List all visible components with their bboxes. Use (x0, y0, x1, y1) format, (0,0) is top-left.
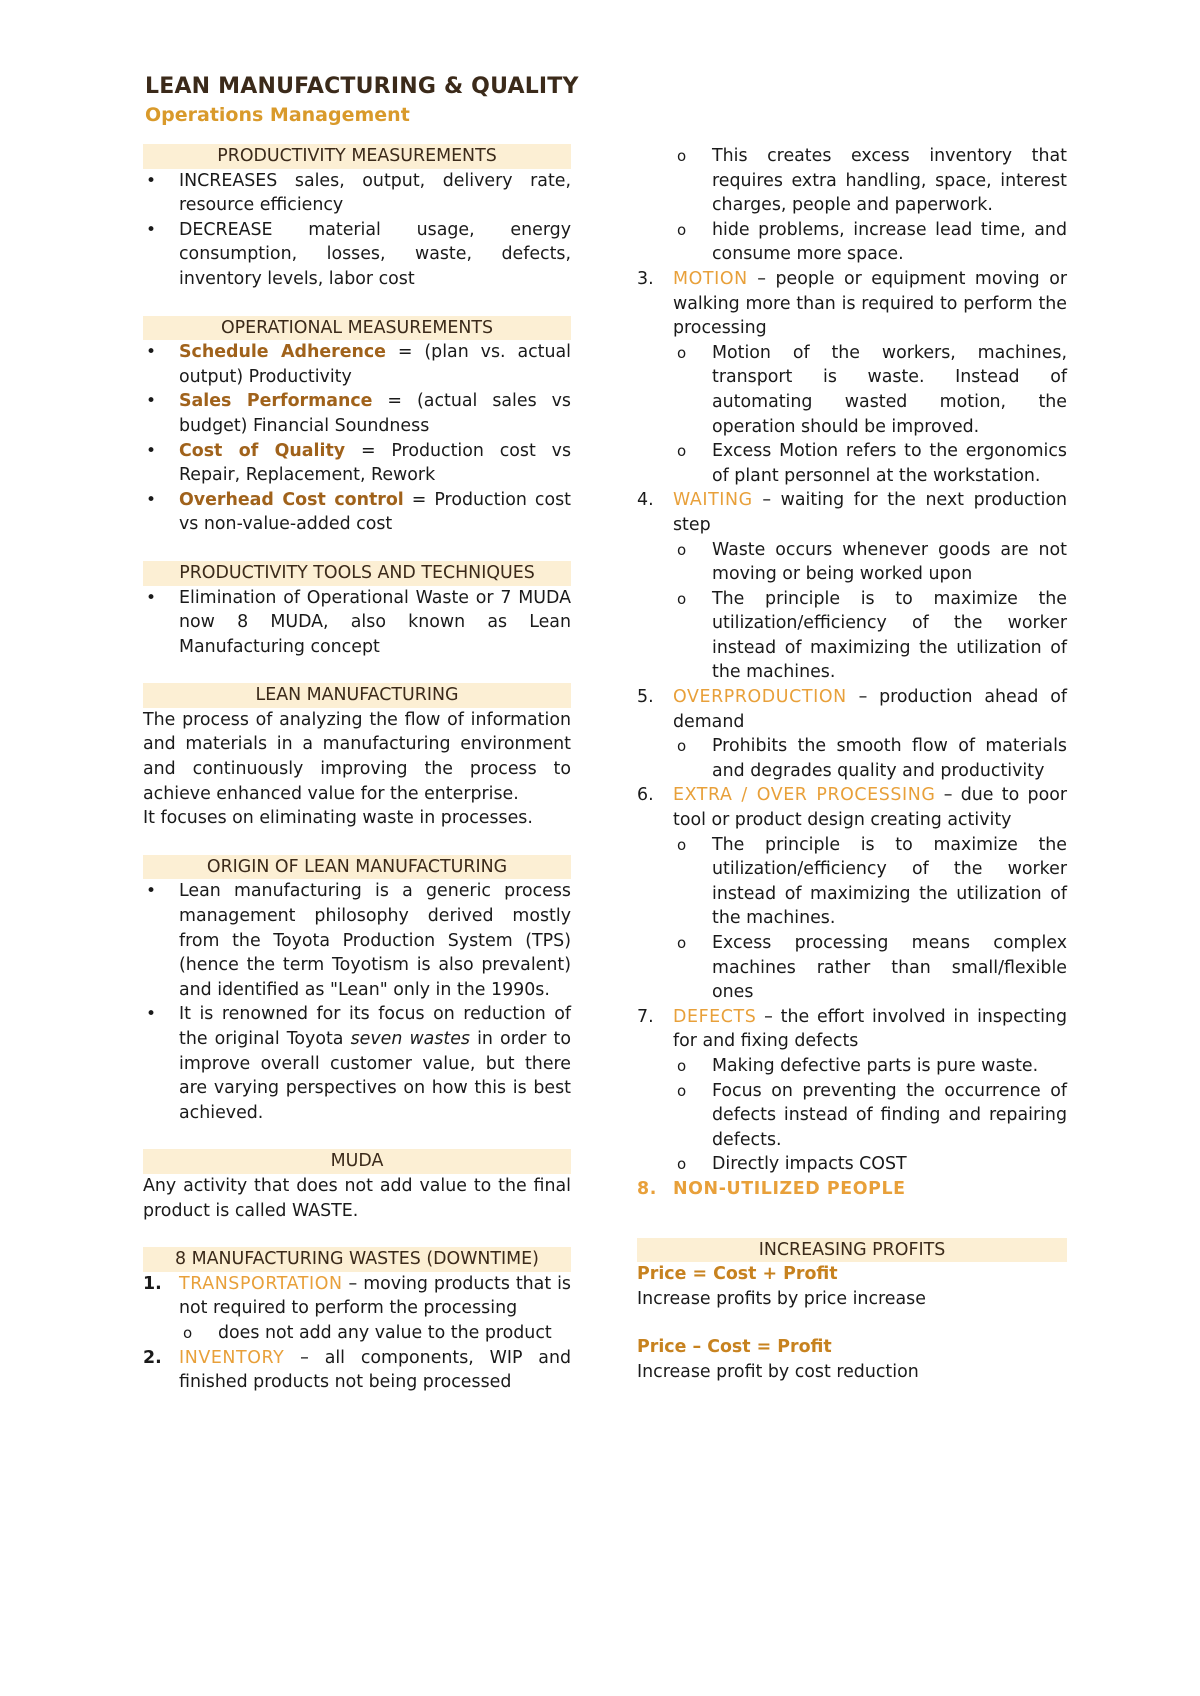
sub-item: o Focus on preventing the occurrence of defects instead of finding and repairing defects. (637, 1079, 1067, 1153)
sub-item: o hide problems, increase lead time, and consume more space. (637, 218, 1067, 267)
right-column (637, 144, 1067, 1385)
waste-term: DEFECTS (673, 1006, 757, 1027)
waste-item-non-utilized-people: 8. NON-UTILIZED PEOPLE (637, 1178, 906, 1199)
definition: = Production cost vs Repair, Replacement, Rework (179, 440, 572, 486)
waste-item-inventory: 2. INVENTORY – all components, WIP and finished products not being processed (143, 1347, 571, 1393)
sub-item: o The principle is to maximize the utilization/efficiency of the worker instead of maximizing the utilization of the machines. (637, 833, 1067, 931)
lean-focus: It focuses on eliminating waste in processes. (143, 808, 533, 829)
sub-item: o Waste occurs whenever goods are not moving or being worked upon (637, 538, 1067, 587)
sub-item: o Prohibits the smooth flow of materials and degrades quality and productivity (637, 734, 1067, 783)
document-subtitle: Operations Management (145, 104, 410, 126)
productivity-tools-list (143, 586, 571, 660)
waste-term: OVERPRODUCTION (673, 687, 847, 708)
sub-item: o Excess Motion refers to the ergonomics of plant personnel at the workstation. (637, 439, 1067, 488)
section-heading-origin: ORIGIN OF LEAN MANUFACTURING (143, 855, 571, 880)
formula-price-increase-note: Increase profits by price increase (637, 1288, 926, 1309)
emphasis: seven wastes (350, 1029, 470, 1049)
section-heading-muda: MUDA (143, 1149, 571, 1174)
list-item: • INCREASES sales, output, delivery rate, resource efficiency (143, 169, 571, 218)
sub-item: o The principle is to maximize the utilization/efficiency of the worker instead of maximizing the utilization of the machines. (637, 587, 1067, 685)
waste-term: TRANSPORTATION (179, 1273, 343, 1294)
waste-term: INVENTORY (179, 1347, 285, 1368)
term: Cost of Quality (179, 440, 346, 461)
operational-measurements-list (143, 340, 571, 537)
waste-term: WAITING (673, 490, 753, 511)
list-item (143, 340, 571, 389)
sub-item: o Excess processing means complex machines rather than small/flexible ones (637, 931, 1067, 1005)
sub-item: o does not add any value to the product (143, 1321, 571, 1346)
waste-item-motion: 3. MOTION – people or equipment moving or walking more than is required to perform the processing o Motion of the workers, machines, transport is waste. Instead of automating wasted motion, the operation should be improved. o Excess Motion refers to the ergonomics of plant personnel at the workstation. (637, 267, 1067, 488)
section-heading-productivity-measurements: PRODUCTIVITY MEASUREMENTS (143, 144, 571, 169)
section-heading-manufacturing-wastes: 8 MANUFACTURING WASTES (DOWNTIME) (143, 1247, 571, 1272)
section-heading-operational-measurements: OPERATIONAL MEASUREMENTS (143, 316, 571, 341)
term: Overhead Cost control (179, 489, 404, 510)
left-column (143, 144, 571, 1395)
formula-price-increase: Price = Cost + Profit (637, 1264, 838, 1285)
waste-term: EXTRA / OVER PROCESSING (673, 785, 936, 806)
sub-item: o This creates excess inventory that requires extra handling, space, interest charges, people and paperwork. (637, 144, 1067, 218)
section-heading-increasing-profits: INCREASING PROFITS (637, 1238, 1067, 1263)
waste-item-defects: 7. DEFECTS – the effort involved in inspecting for and fixing defects o Making defective parts is pure waste. o Focus on preventing the occurrence of defects instead of finding and repairing defects. o Directly impacts COST (637, 1005, 1067, 1177)
sub-item: o Motion of the workers, machines, transport is waste. Instead of automating wasted motion, the operation should be improved. (637, 341, 1067, 439)
waste-item-transportation: 1. TRANSPORTATION – moving products that is not required to perform the processing o does not add any value to the product (143, 1272, 571, 1346)
waste-item-overproduction: 5. OVERPRODUCTION – production ahead of demand o Prohibits the smooth flow of materials and degrades quality and productivity (637, 685, 1067, 783)
term: Schedule Adherence (179, 342, 386, 363)
waste-item-over-processing: 6. EXTRA / OVER PROCESSING – due to poor tool or product design creating activity o The principle is to maximize the utilization/efficiency of the worker instead of maximizing the utilization of the machines. o Excess processing means complex machines rather than small/flexible ones (637, 783, 1067, 1004)
waste-item-waiting: 4. WAITING – waiting for the next production step o Waste occurs whenever goods are not moving or being worked upon o The principle is to maximize the utilization/efficiency of the worker instead of maximizing the utilization of the machines. (637, 488, 1067, 685)
definition: = Production cost vs non-value-added cost (179, 489, 571, 535)
wastes-list (143, 1272, 571, 1395)
list-item (143, 439, 571, 488)
definition: = (plan vs. actual output) Productivity (179, 342, 571, 387)
section-heading-productivity-tools: PRODUCTIVITY TOOLS AND TECHNIQUES (143, 561, 571, 586)
formula-cost-reduction: Price – Cost = Profit (637, 1337, 832, 1358)
list-item: • Elimination of Operational Waste or 7 MUDA now 8 MUDA, also known as Lean Manufacturing concept (143, 586, 571, 660)
list-item (143, 389, 571, 438)
waste-term: MOTION (673, 268, 748, 289)
lean-definition: The process of analyzing the flow of information and materials in a manufacturing environment and continuously improving the process to achieve enhanced value for the enterprise. (143, 709, 571, 804)
origin-list (143, 879, 571, 1125)
term: Sales Performance (179, 391, 373, 412)
formula-cost-reduction-note: Increase profit by cost reduction (637, 1361, 919, 1382)
section-heading-lean-manufacturing: LEAN MANUFACTURING (143, 683, 571, 708)
inventory-sub-list (637, 144, 1067, 267)
productivity-measurements-list (143, 169, 571, 292)
wastes-list-continued (637, 267, 1067, 1202)
definition: = (actual sales vs budget) Financial Soundness (179, 391, 571, 436)
list-item: • It is renowned for its focus on reduction of the original Toyota seven wastes in order to improve overall customer value, but there are varying perspectives on how this is best achieved. (143, 1002, 571, 1125)
muda-definition: Any activity that does not add value to the final product is called WASTE. (143, 1175, 571, 1221)
list-item: • Lean manufacturing is a generic process management philosophy derived mostly from the Toyota Production System (TPS) (hence the term Toyotism is also prevalent) and identified as "Lean" only in the 1990s. (143, 879, 571, 1002)
list-item: • DECREASE material usage, energy consumption, losses, waste, defects, inventory levels, labor cost (143, 218, 571, 292)
sub-item: o Directly impacts COST (637, 1152, 1067, 1177)
document-title: LEAN MANUFACTURING & QUALITY (145, 74, 579, 99)
list-item (143, 488, 571, 537)
waste-term: NON-UTILIZED PEOPLE (673, 1178, 906, 1199)
sub-item: o Making defective parts is pure waste. (637, 1054, 1067, 1079)
